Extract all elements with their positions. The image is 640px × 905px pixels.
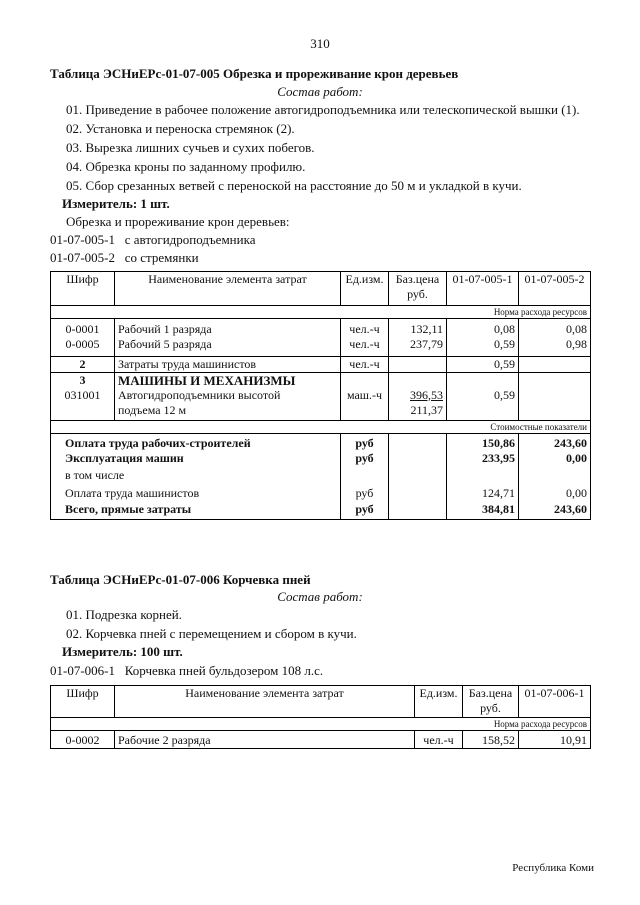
header-code: Шифр xyxy=(51,272,115,306)
row-code: 0-0005 xyxy=(51,337,115,356)
row-code: 0-0001 xyxy=(51,319,115,338)
table-row xyxy=(51,731,591,749)
row-unit: чел.-ч xyxy=(341,356,389,372)
header-name: Наименование элемента затрат xyxy=(115,686,415,718)
table1-caption: Обрезка и прореживание крон деревьев: xyxy=(66,214,290,229)
machine-name-line-2: подъема 12 м xyxy=(118,402,187,417)
row-name: Рабочий 1 разряда xyxy=(115,319,341,338)
machine-price-cell xyxy=(389,372,447,420)
header-price: Баз.цена руб. xyxy=(389,272,447,306)
cost-unit: руб xyxy=(341,484,389,502)
row-value-1: 0,59 xyxy=(447,356,519,372)
row-price: 237,79 xyxy=(389,337,447,356)
section-code: 3 xyxy=(79,372,86,387)
row-price: 158,52 xyxy=(463,731,519,749)
table1-cost-label-row xyxy=(51,420,591,433)
table2-work-1: 01. Подрезка корней. xyxy=(66,607,182,622)
footer-region: Республика Коми xyxy=(512,862,594,874)
cost-label: Стоимостные показатели xyxy=(51,420,591,433)
table1-section-machines xyxy=(51,372,591,420)
table1-work-2: 02. Установка и переноска стремянок (2). xyxy=(66,121,295,136)
row-value-2 xyxy=(519,356,591,372)
cost-name: Оплата труда рабочих-строителей xyxy=(51,433,341,451)
variant-name: Корчевка пней бульдозером 108 л.с. xyxy=(124,663,324,678)
machine-name-line-1: Автогидроподъемники высотой xyxy=(118,387,281,402)
table1-variant-2 xyxy=(50,250,199,266)
section-title: МАШИНЫ И МЕХАНИЗМЫ xyxy=(118,372,296,388)
row-name: Рабочий 5 разряда xyxy=(115,337,341,356)
table2-norm-row xyxy=(51,718,591,731)
table2-work-2: 02. Корчевка пней с перемещением и сбором в кучи. xyxy=(66,626,357,641)
variant-code: 01-07-005-2 xyxy=(50,250,115,265)
cost-empty xyxy=(389,502,447,519)
table-row xyxy=(51,337,591,356)
cost-name: Эксплуатация машин xyxy=(51,451,341,468)
norm-label: Норма расхода ресурсов xyxy=(51,718,591,731)
table1-variant-1 xyxy=(50,232,256,248)
row-unit: чел.-ч xyxy=(341,337,389,356)
header-unit: Ед.изм. xyxy=(415,686,463,718)
machine-value-2 xyxy=(519,372,591,420)
row-price: 132,11 xyxy=(389,319,447,338)
cost-value-1: 384,81 xyxy=(447,502,519,519)
row-value-1: 10,91 xyxy=(519,731,591,749)
table1-grid xyxy=(50,271,591,520)
row-value-1: 0,59 xyxy=(447,337,519,356)
norm-label: Норма расхода ресурсов xyxy=(51,306,591,319)
table2-header-row xyxy=(51,686,591,718)
table-row xyxy=(51,319,591,338)
table2-grid xyxy=(50,685,591,749)
cost-empty xyxy=(389,451,447,468)
row-unit: чел.-ч xyxy=(341,319,389,338)
machine-price-1: 396,53 xyxy=(410,387,443,402)
page-number: 310 xyxy=(310,36,330,51)
row-name: Рабочие 2 разряда xyxy=(115,731,415,749)
table-row xyxy=(51,468,591,484)
section-code-cell xyxy=(51,372,115,420)
cost-unit: руб xyxy=(341,433,389,451)
cost-value-2: 243,60 xyxy=(519,502,591,519)
table1-meter: Измеритель: 1 шт. xyxy=(62,196,170,211)
machine-value-1: 0,59 xyxy=(447,372,519,420)
machine-code: 031001 xyxy=(64,387,101,402)
row-name: Затраты труда машинистов xyxy=(115,356,341,372)
cost-value-1: 233,95 xyxy=(447,451,519,468)
row-code: 2 xyxy=(51,356,115,372)
table1-header-row xyxy=(51,272,591,306)
table1-title: Таблица ЭСНиЕРс-01-07-005 Обрезка и прореживание крон деревьев xyxy=(50,66,459,81)
table1-work-3: 03. Вырезка лишних сучьев и сухих побегов. xyxy=(66,140,315,155)
cost-value-1 xyxy=(447,468,519,484)
row-value-1: 0,08 xyxy=(447,319,519,338)
row-unit: чел.-ч xyxy=(415,731,463,749)
cost-name: в том числе xyxy=(51,468,341,484)
variant-code: 01-07-006-1 xyxy=(50,663,115,678)
cost-unit xyxy=(341,468,389,484)
table2-composition-title: Состав работ: xyxy=(277,589,363,604)
machine-price-2: 211,37 xyxy=(410,402,443,417)
table1-composition-title: Состав работ: xyxy=(277,84,363,99)
header-price: Баз.цена руб. xyxy=(463,686,519,718)
header-unit: Ед.изм. xyxy=(341,272,389,306)
variant-name: со стремянки xyxy=(124,250,199,265)
cost-name: Всего, прямые затраты xyxy=(51,502,341,519)
header-name: Наименование элемента затрат xyxy=(115,272,341,306)
row-price xyxy=(389,356,447,372)
cost-empty xyxy=(389,484,447,502)
header-code: Шифр xyxy=(51,686,115,718)
cost-empty xyxy=(389,433,447,451)
table1-norm-row xyxy=(51,306,591,319)
header-col1: 01-07-005-1 xyxy=(447,272,519,306)
table2-title: Таблица ЭСНиЕРс-01-07-006 Корчевка пней xyxy=(50,572,311,587)
cost-value-1: 150,86 xyxy=(447,433,519,451)
table-row xyxy=(51,451,591,468)
header-col1: 01-07-006-1 xyxy=(519,686,591,718)
table-row xyxy=(51,433,591,451)
cost-unit: руб xyxy=(341,451,389,468)
table1-work-5: 05. Сбор срезанных ветвей с переноской на расстояние до 50 м и укладкой в кучи. xyxy=(66,178,522,193)
table1-work-4: 04. Обрезка кроны по заданному профилю. xyxy=(66,159,306,174)
section-name-cell xyxy=(115,372,341,420)
row-value-2: 0,08 xyxy=(519,319,591,338)
cost-value-1: 124,71 xyxy=(447,484,519,502)
table-row xyxy=(51,356,591,372)
machine-unit: маш.-ч xyxy=(341,372,389,420)
cost-value-2: 243,60 xyxy=(519,433,591,451)
cost-empty xyxy=(389,468,447,484)
table2-variant xyxy=(50,663,323,679)
cost-name: Оплата труда машинистов xyxy=(51,484,341,502)
variant-code: 01-07-005-1 xyxy=(50,232,115,247)
table2-meter: Измеритель: 100 шт. xyxy=(62,644,183,659)
header-col2: 01-07-005-2 xyxy=(519,272,591,306)
cost-unit: руб xyxy=(341,502,389,519)
variant-name: с автогидроподъемника xyxy=(124,232,256,247)
cost-value-2: 0,00 xyxy=(519,451,591,468)
table-row xyxy=(51,484,591,502)
cost-value-2: 0,00 xyxy=(519,484,591,502)
row-value-2: 0,98 xyxy=(519,337,591,356)
row-code: 0-0002 xyxy=(51,731,115,749)
table-row xyxy=(51,502,591,519)
cost-value-2 xyxy=(519,468,591,484)
table1-work-1: 01. Приведение в рабочее положение автогидроподъемника или телескопической вышки (1). xyxy=(66,102,580,117)
